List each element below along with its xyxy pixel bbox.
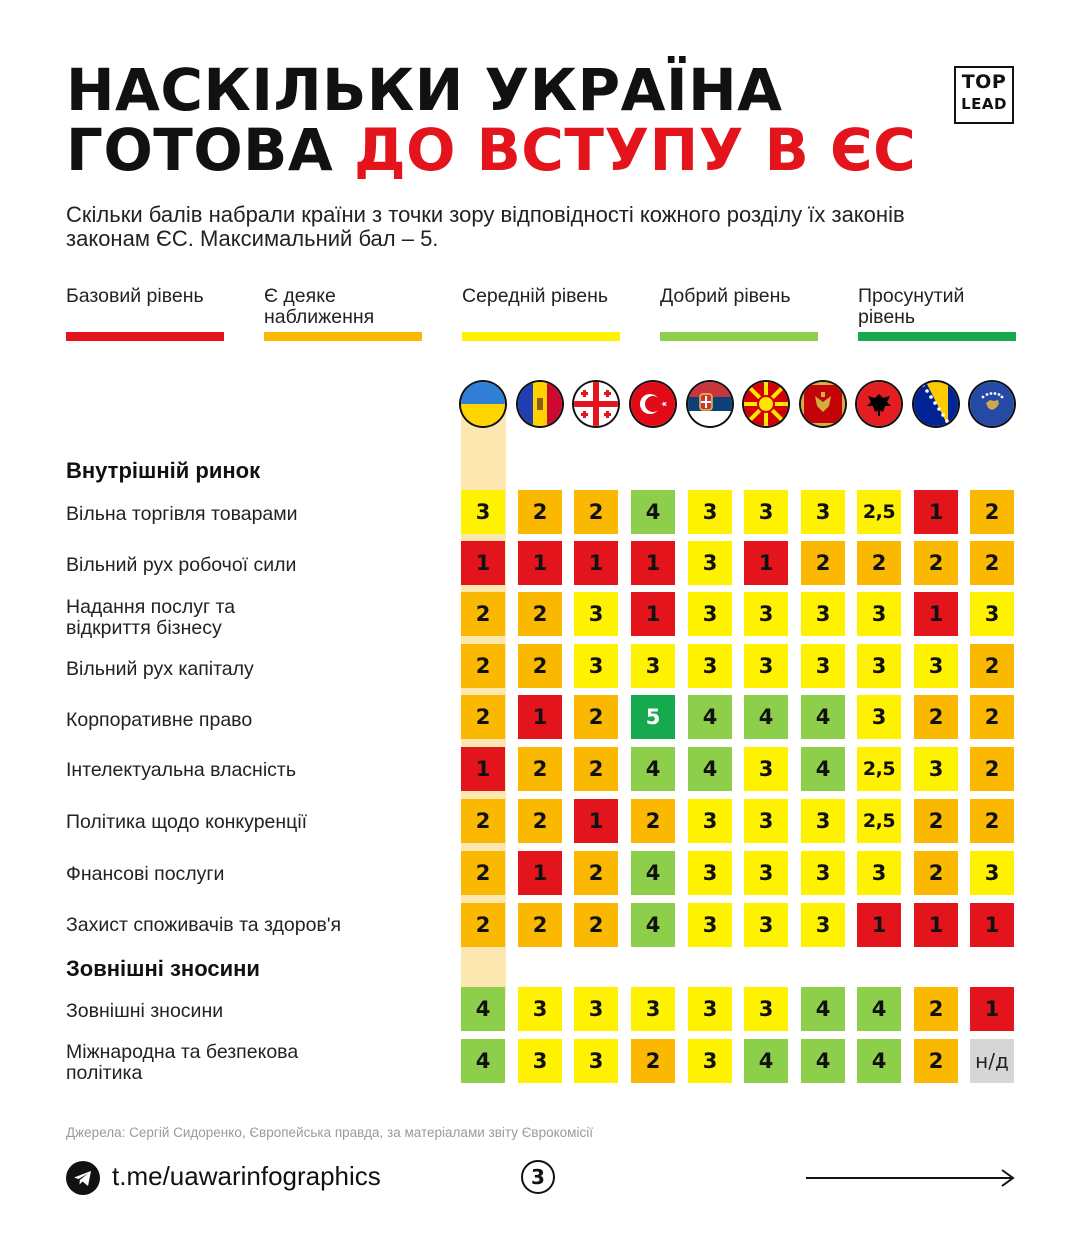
score-cell: 3	[688, 490, 732, 534]
score-cell: 2	[914, 541, 958, 585]
score-cell: 2	[970, 799, 1014, 843]
row-label-services: Надання послуг та відкриття бізнесу	[66, 596, 236, 639]
score-cell: 3	[688, 987, 732, 1031]
score-cell: 3	[857, 644, 901, 688]
score-cell: 4	[801, 1039, 845, 1083]
score-cell: 1	[518, 695, 562, 739]
page-title-line-2	[66, 116, 917, 184]
score-cell: 2	[970, 695, 1014, 739]
moldova-flag	[518, 382, 562, 426]
score-cell: 3	[801, 851, 845, 895]
score-cell: 4	[801, 987, 845, 1031]
score-cell: 3	[744, 799, 788, 843]
score-cell: 2	[574, 851, 618, 895]
score-cell: н/д	[970, 1039, 1014, 1083]
score-cell: 1	[518, 541, 562, 585]
row-label-goods: Вільна торгівля товарами	[66, 503, 298, 525]
score-cell: 1	[914, 592, 958, 636]
georgia-flag	[574, 382, 618, 426]
score-cell: 3	[970, 592, 1014, 636]
score-cell: 2	[631, 799, 675, 843]
score-cell: 3	[688, 592, 732, 636]
score-cell: 3	[744, 490, 788, 534]
score-cell: 2	[970, 541, 1014, 585]
source-note: Джерела: Сергій Сидоренко, Європейська правда, за матеріалами звіту Єврокомісії	[66, 1125, 593, 1140]
score-cell: 1	[744, 541, 788, 585]
score-cell: 1	[914, 903, 958, 947]
legend-bar	[660, 332, 818, 341]
score-cell: 4	[631, 851, 675, 895]
score-cell: 3	[688, 644, 732, 688]
serbia-flag	[688, 382, 732, 426]
legend-label: Просунутий рівень	[858, 285, 965, 328]
score-cell: 3	[914, 644, 958, 688]
score-cell: 4	[801, 747, 845, 791]
score-cell: 4	[688, 747, 732, 791]
row-label-external: Зовнішні зносини	[66, 1000, 224, 1022]
score-cell: 3	[801, 592, 845, 636]
subtitle: Скільки балів набрали країни з точки зору відповідності кожного розділу їх законів законам ЄС. Максимальний бал – 5.	[66, 202, 905, 251]
score-cell: 4	[801, 695, 845, 739]
score-cell: 3	[801, 799, 845, 843]
legend-item-good	[660, 286, 818, 307]
montenegro-flag	[801, 382, 845, 426]
score-cell: 4	[631, 747, 675, 791]
legend-bar	[858, 332, 1016, 341]
score-cell: 3	[574, 644, 618, 688]
score-cell: 2	[518, 592, 562, 636]
ukraine-flag	[461, 382, 505, 426]
score-cell: 2	[970, 747, 1014, 791]
page-title-line-1: НАСКІЛЬКИ УКРАЇНА	[66, 56, 783, 124]
row-label-consumer: Захист споживачів та здоров'я	[66, 914, 342, 936]
score-cell: 3	[574, 592, 618, 636]
legend-bar	[264, 332, 422, 341]
score-cell: 2	[574, 695, 618, 739]
score-cell: 2	[518, 799, 562, 843]
score-cell: 2	[461, 799, 505, 843]
score-cell: 4	[631, 490, 675, 534]
score-cell: 3	[744, 851, 788, 895]
row-label-company-law: Корпоративне право	[66, 709, 253, 731]
score-cell: 2	[574, 490, 618, 534]
top-lead-logo	[954, 66, 1014, 124]
score-cell: 1	[461, 747, 505, 791]
score-cell: 2	[574, 903, 618, 947]
score-cell: 3	[688, 1039, 732, 1083]
albania-flag	[857, 382, 901, 426]
score-cell: 3	[744, 644, 788, 688]
score-cell: 2	[518, 903, 562, 947]
legend-label: Середній рівень	[462, 285, 609, 307]
logo-top-text: TOP	[961, 71, 1007, 93]
score-cell: 1	[574, 799, 618, 843]
score-cell: 3	[744, 747, 788, 791]
score-cell: 2,5	[857, 799, 901, 843]
row-label-capital: Вільний рух капіталу	[66, 658, 254, 680]
score-cell: 3	[801, 644, 845, 688]
row-label-workers: Вільний рух робочої сили	[66, 554, 297, 576]
page-number: 3	[521, 1160, 555, 1194]
score-cell: 2	[914, 799, 958, 843]
score-cell: 3	[688, 799, 732, 843]
next-arrow-icon[interactable]	[806, 1166, 1016, 1190]
legend-label: Добрий рівень	[660, 285, 791, 307]
score-cell: 2	[574, 747, 618, 791]
score-cell: 3	[518, 987, 562, 1031]
score-cell: 2	[914, 695, 958, 739]
score-cell: 3	[970, 851, 1014, 895]
legend-item-basic	[66, 286, 224, 307]
score-cell: 1	[631, 541, 675, 585]
score-cell: 2	[970, 644, 1014, 688]
score-cell: 2	[461, 851, 505, 895]
score-cell: 2	[461, 644, 505, 688]
score-cell: 4	[857, 1039, 901, 1083]
turkey-flag	[631, 382, 675, 426]
score-cell: 3	[631, 987, 675, 1031]
score-cell: 2	[914, 851, 958, 895]
score-cell: 2	[631, 1039, 675, 1083]
score-cell: 2,5	[857, 490, 901, 534]
score-cell: 1	[970, 903, 1014, 947]
score-cell: 3	[461, 490, 505, 534]
legend-label: Базовий рівень	[66, 285, 204, 307]
score-cell: 2,5	[857, 747, 901, 791]
score-cell: 3	[801, 490, 845, 534]
score-cell: 3	[857, 851, 901, 895]
legend-bar	[66, 332, 224, 341]
score-cell: 3	[744, 903, 788, 947]
legend-label: Є деяке наближення	[264, 285, 375, 328]
score-cell: 3	[688, 851, 732, 895]
score-cell: 4	[744, 1039, 788, 1083]
row-label-financial: Фнансові послуги	[66, 863, 225, 885]
score-cell: 4	[461, 987, 505, 1031]
score-cell: 1	[574, 541, 618, 585]
legend-item-advanced	[858, 286, 1016, 328]
score-cell: 4	[631, 903, 675, 947]
score-cell: 3	[857, 695, 901, 739]
score-cell: 3	[688, 541, 732, 585]
section-external-relations: Зовнішні зносини	[66, 956, 260, 981]
telegram-link[interactable]: t.me/uawarinfographics	[112, 1161, 381, 1191]
score-cell: 2	[801, 541, 845, 585]
score-cell: 3	[744, 987, 788, 1031]
score-cell: 1	[631, 592, 675, 636]
kosovo-flag	[970, 382, 1014, 426]
row-label-ip: Інтелектуальна власність	[66, 759, 296, 781]
score-cell: 4	[744, 695, 788, 739]
score-cell: 3	[631, 644, 675, 688]
logo-bottom-text: LEAD	[961, 95, 1007, 113]
score-cell: 2	[518, 747, 562, 791]
score-cell: 3	[574, 1039, 618, 1083]
score-cell: 2	[518, 644, 562, 688]
score-cell: 5	[631, 695, 675, 739]
score-cell: 2	[518, 490, 562, 534]
score-cell: 3	[574, 987, 618, 1031]
score-cell: 2	[461, 695, 505, 739]
legend-bar	[462, 332, 620, 341]
score-cell: 3	[914, 747, 958, 791]
score-cell: 4	[461, 1039, 505, 1083]
score-cell: 2	[461, 592, 505, 636]
score-cell: 2	[461, 903, 505, 947]
score-cell: 3	[801, 903, 845, 947]
bosnia-flag	[914, 382, 958, 426]
score-cell: 1	[518, 851, 562, 895]
score-cell: 3	[744, 592, 788, 636]
score-cell: 3	[857, 592, 901, 636]
legend-item-some	[264, 286, 422, 328]
score-cell: 1	[461, 541, 505, 585]
legend-item-medium	[462, 286, 620, 307]
telegram-icon	[66, 1161, 100, 1195]
row-label-competition: Політика щодо конкуренції	[66, 811, 308, 833]
title-red-part: ДО ВСТУПУ В ЄС	[353, 116, 917, 184]
score-cell: 3	[688, 903, 732, 947]
score-cell: 1	[857, 903, 901, 947]
score-cell: 1	[970, 987, 1014, 1031]
score-cell: 2	[970, 490, 1014, 534]
score-cell: 2	[857, 541, 901, 585]
score-cell: 4	[857, 987, 901, 1031]
score-cell: 2	[914, 987, 958, 1031]
score-cell: 2	[914, 1039, 958, 1083]
score-cell: 4	[688, 695, 732, 739]
north-macedonia-flag	[744, 382, 788, 426]
section-internal-market: Внутрішній ринок	[66, 458, 261, 483]
title-black-part: ГОТОВА	[66, 116, 334, 184]
score-cell: 1	[914, 490, 958, 534]
score-cell: 3	[518, 1039, 562, 1083]
row-label-security: Міжнародна та безпекова політика	[66, 1041, 299, 1084]
